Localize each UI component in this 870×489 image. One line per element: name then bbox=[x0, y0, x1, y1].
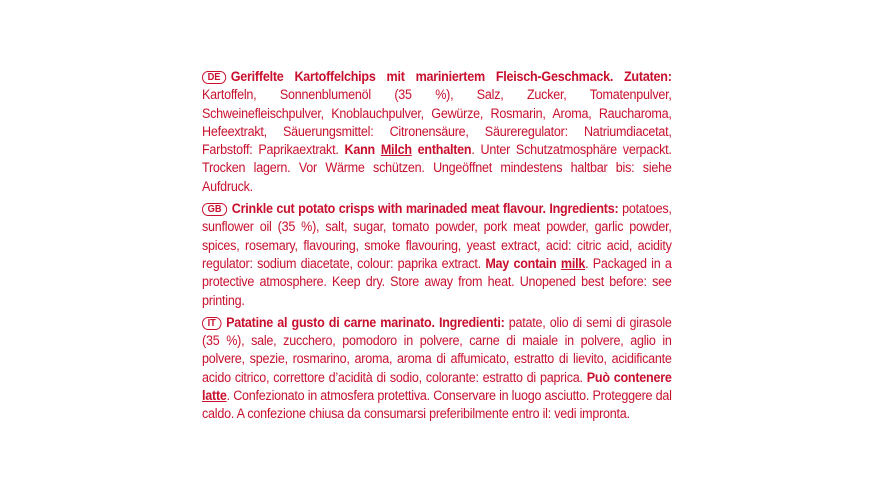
section-gb bbox=[202, 200, 672, 310]
section-de-storage: . Unter Schutzatmosphäre verpackt. Trocken lagern. Vor Wärme schützen. Ungeöffnet mindestens haltbar bis: siehe Aufdruck. bbox=[202, 142, 672, 194]
section-it-ingredients: patate, olio di semi di girasole (35 %), sale, zucchero, pomodoro in polvere, carne di maiale in polvere, aglio in polvere, spezie, rosmarino, aroma, aroma di affumicato, estratto di lievito, acidificante acido citrico, correttore d’acidità di sodio, colorante: estratto di paprica. bbox=[202, 314, 672, 385]
section-de-allergen: Milch bbox=[380, 142, 412, 158]
section-gb-title: Crinkle cut potato crisps with marinaded meat flavour. Ingredients: bbox=[231, 201, 619, 217]
section-de bbox=[202, 68, 672, 196]
language-badge-it: IT bbox=[202, 317, 221, 330]
section-de-allergen-suffix: enthalten bbox=[417, 142, 472, 158]
section-it-storage: . Confezionato in atmosfera protettiva. Conservare in luogo asciutto. Proteggere dal caldo. A confezione chiusa da consumarsi preferibilmente entro il: vedi impronta. bbox=[202, 388, 672, 422]
language-badge-de: DE bbox=[202, 71, 226, 84]
section-gb-allergen: milk bbox=[560, 255, 586, 271]
section-it-allergen-prefix: Può contenere bbox=[586, 369, 672, 385]
section-gb-allergen-prefix: May contain bbox=[485, 255, 557, 271]
section-de-ingredients: Kartoffeln, Sonnenblumenöl (35 %), Salz, Zucker, Tomatenpulver, Schweinefleischpulver, Knoblauchpulver, Gewürze, Rosmarin, Aroma, Raucharoma, Hefeextrakt, Säuerungsmittel: Citronensäure, Säureregulator: Natriumdiacetat, Farbstoff: Paprikaextrakt. bbox=[202, 87, 672, 158]
section-gb-ingredients: potatoes, sunflower oil (35 %), salt, sugar, tomato powder, pork meat powder, garlic powder, spices, rosemary, flavouring, smoke flavouring, yeast extract, acid: citric acid, acidity regulator: sodium diacetate, colour: paprika extract. bbox=[202, 201, 672, 271]
section-de-title: Geriffelte Kartoffelchips mit mariniertem Fleisch-Geschmack. Zutaten: bbox=[230, 69, 672, 84]
section-it-title: Patatine al gusto di carne marinato. Ingredienti: bbox=[226, 314, 505, 330]
section-it bbox=[202, 314, 672, 424]
section-it-allergen: latte bbox=[202, 388, 227, 404]
language-badge-gb: GB bbox=[202, 203, 227, 216]
section-de-allergen-prefix: Kann bbox=[344, 142, 375, 158]
section-gb-storage: . Packaged in a protective atmosphere. Keep dry. Store away from heat. Unopened best before: see printing. bbox=[202, 255, 672, 308]
ingredient-label bbox=[202, 68, 672, 428]
